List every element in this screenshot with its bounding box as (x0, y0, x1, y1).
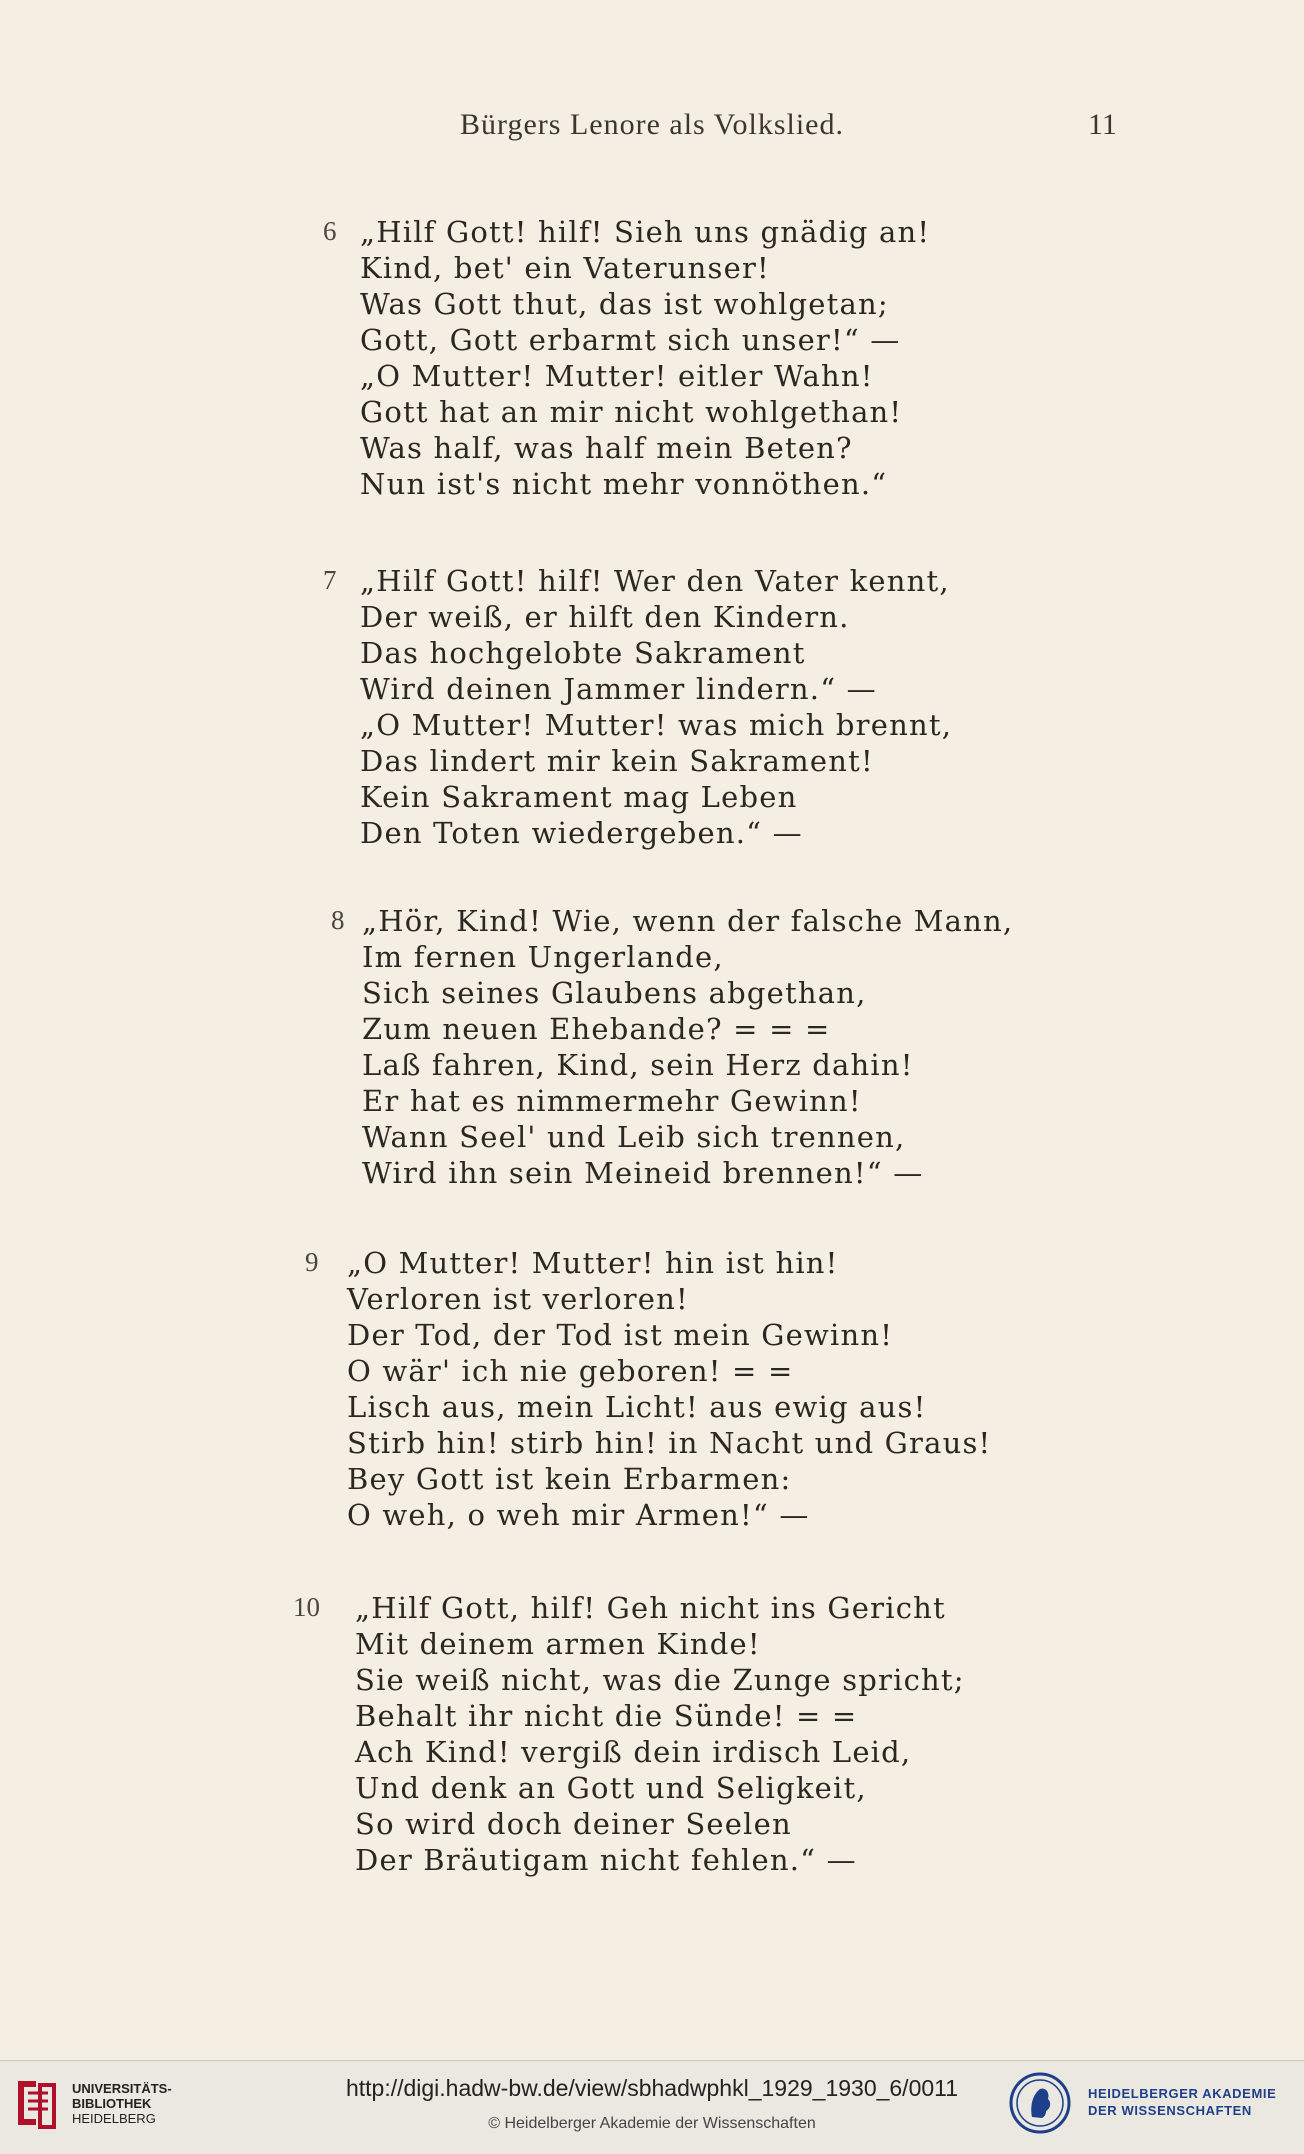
copyright-notice: © Heidelberger Akademie der Wissenschaften (488, 2115, 816, 2132)
verse-line: Ach Kind! vergiß dein irdisch Leid, (355, 1735, 912, 1769)
footer-bar (0, 2060, 1304, 2154)
academy-name-line: DER WISSENSCHAFTEN (1088, 2103, 1252, 2118)
verse-line: „O Mutter! Mutter! was mich brennt, (360, 708, 953, 742)
verse-line: O weh, o weh mir Armen!“ — (347, 1498, 810, 1532)
verse-line: Sie weiß nicht, was die Zunge spricht; (355, 1663, 965, 1697)
verse-line: Im fernen Ungerlande, (362, 940, 724, 974)
verse-line: Sich seines Glaubens abgethan, (362, 976, 867, 1010)
academy-seal-icon[interactable] (1008, 2071, 1072, 2135)
verse-line: O wär' ich nie geboren! = = (347, 1354, 794, 1388)
verse-line: „O Mutter! Mutter! hin ist hin! (347, 1246, 839, 1280)
stanza-number: 8 (331, 905, 345, 935)
verse-line: Das lindert mir kein Sakrament! (360, 744, 874, 778)
stanza-number: 6 (323, 216, 337, 246)
verse-line: Bey Gott ist kein Erbarmen: (347, 1462, 792, 1496)
stanza-7 (323, 563, 953, 851)
running-header-title: Bürgers Lenore als Volkslied. (460, 108, 844, 141)
academy-name (1088, 2085, 1276, 2119)
verse-line: Kind, bet' ein Vaterunser! (360, 251, 770, 285)
verse-line: Was half, was half mein Beten? (360, 431, 853, 465)
verse-line: Er hat es nimmermehr Gewinn! (362, 1084, 862, 1118)
verse-line: Und denk an Gott und Seligkeit, (355, 1771, 867, 1805)
verse-line: Wird ihn sein Meineid brennen!“ — (362, 1156, 924, 1190)
stanza-number: 7 (323, 565, 337, 595)
verse-line: „Hör, Kind! Wie, wenn der falsche Mann, (362, 904, 1014, 938)
verse-line: Der weiß, er hilft den Kindern. (360, 600, 850, 634)
verse-line: Was Gott thut, das ist wohlgetan; (360, 287, 889, 321)
verse-line: Laß fahren, Kind, sein Herz dahin! (362, 1048, 914, 1082)
verse-line: „Hilf Gott! hilf! Sieh uns gnädig an! (360, 215, 931, 249)
verse-line: Lisch aus, mein Licht! aus ewig aus! (347, 1390, 927, 1424)
stanza-10 (293, 1590, 965, 1878)
stanza-6 (323, 214, 931, 502)
verse-line: Zum neuen Ehebande? = = = (362, 1012, 831, 1046)
verse-line: Behalt ihr nicht die Sünde! = = (355, 1699, 858, 1733)
verse-line: Wann Seel' und Leib sich trennen, (362, 1120, 906, 1154)
stanza-number: 9 (305, 1247, 319, 1277)
verse-line: Gott hat an mir nicht wohlgethan! (360, 395, 903, 429)
verse-line: „Hilf Gott, hilf! Geh nicht ins Gericht (355, 1591, 946, 1625)
stanza-number: 10 (293, 1592, 320, 1622)
verse-line: Der Tod, der Tod ist mein Gewinn! (347, 1318, 894, 1352)
stanza-8 (331, 903, 1014, 1191)
verse-line: „O Mutter! Mutter! eitler Wahn! (360, 359, 874, 393)
verse-line: So wird doch deiner Seelen (355, 1807, 792, 1841)
library-name-line: HEIDELBERG (72, 2111, 156, 2126)
permalink-url[interactable]: http://digi.hadw-bw.de/view/sbhadwphkl_1929_1930_6/0011 (345, 2075, 959, 2101)
verse-line: Mit deinem armen Kinde! (355, 1627, 761, 1661)
verse-line: Den Toten wiedergeben.“ — (360, 816, 803, 850)
verse-line: „Hilf Gott! hilf! Wer den Vater kennt, (360, 564, 950, 598)
verse-line: Der Bräutigam nicht fehlen.“ — (355, 1843, 857, 1877)
library-name-line: UNIVERSITÄTS- (72, 2081, 172, 2096)
verse-line: Wird deinen Jammer lindern.“ — (360, 672, 877, 706)
verse-line: Verloren ist verloren! (347, 1282, 689, 1316)
page-number: 11 (1088, 108, 1117, 141)
verse-line: Stirb hin! stirb hin! in Nacht und Graus! (347, 1426, 992, 1460)
verse-line: Gott, Gott erbarmt sich unser!“ — (360, 323, 901, 357)
stanza-9 (305, 1245, 992, 1533)
verse-line: Kein Sakrament mag Leben (360, 780, 798, 814)
verse-line: Das hochgelobte Sakrament (360, 636, 806, 670)
academy-name-line: HEIDELBERGER AKADEMIE (1088, 2086, 1277, 2101)
verse-line: Nun ist's nicht mehr vonnöthen.“ (360, 467, 888, 501)
library-name-line: BIBLIOTHEK (72, 2096, 152, 2111)
